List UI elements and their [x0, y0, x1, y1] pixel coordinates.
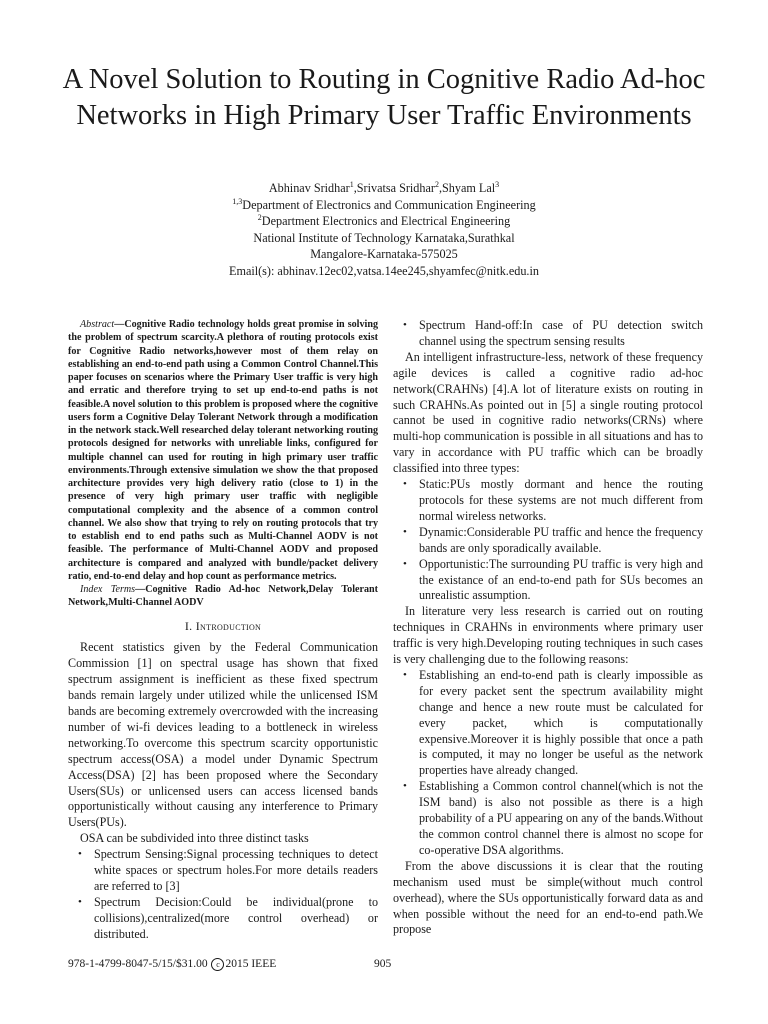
index-terms-text: —Cognitive Radio Ad-hoc Network,Delay Tolerant Network,Multi-Channel AODV	[68, 584, 378, 609]
author-1: Abhinav Sridhar	[268, 181, 350, 195]
abstract-text: —Cognitive Radio technology holds great promise in solving the problem of spectrum scarcity.A plethora of routing protocols exist for Cognitive Radio networks,however most of them relay on establishing an end-to-end path using a Common Control Channel.This paper focuses on scenarios where the Primary User traffic is very high and erratic and therefore trying to set up end-to-end paths is not feasible.A novel solution to this problem is proposed where the cognitive users form a Cognitive Delay Tolerant Network through a modification in the network stack.Well researched delay tolerant networking routing protocols designed for networks with unreliable links, configured for multiple channel can used for routing in high primary user traffic environments.Through extensive simulation we show the that proposed architecture provides very high delivery ratio (close to 1) in the presence of very high primary user traffic with negligible computational complexity and the absence of a common control channel. We also show that trying to rely on routing protocols that try to establish end to end paths such as Multi-Channel AODV is not feasible. The performance of Multi-Channel AODV and proposed architecture is compared and analyzed with bundle/packet delivery ratio, end-to-end delay and hop count as performance metrics.	[68, 319, 378, 582]
affiliation-2: $^2$Department Electronics and Electrical Engineering	[257, 213, 511, 229]
city: Mangalore-Karnataka-575025	[310, 247, 458, 262]
challenges-list	[393, 668, 703, 859]
author-names: Abhinav Sridhar$^1$,Srivatsa Sridhar$^2$,Shyam Lal$^3$	[268, 179, 500, 195]
bullet-icon: •	[403, 557, 407, 570]
list-item: • Establishing a Common control channel(which is not the ISM band) is also not possible as there is a high probability of a PU appearing on any of the bands.Without the common control channel there is almost no scope for co-operative DSA algorithms.	[403, 779, 703, 857]
bullet-icon: •	[78, 895, 82, 908]
bullet-icon: •	[403, 319, 407, 331]
list-item: • Static:PUs mostly dormant and hence the routing protocols for these systems are not much different from normal wireless networks.	[403, 477, 703, 523]
list-item: • Spectrum Decision:Could be individual(prone to collisions),centralized(more control overhead) or distributed.	[78, 894, 378, 941]
intro-paragraph-1: Recent statistics given by the Federal Communication Commission [1] on spectral usage has shown that fixed spectrum assignment is inefficient as these fixed spectrum bands remain largely under utilized while the unlicensed ISM bands are becoming extremely overcrowded with the increasing number of wi-fi devices leading to a bottleneck in wireless networking.To overcome this spectrum scarcity opportunistic spectrum access(OSA) a model under Dynamic Spectrum Access(DSA) [2] has been proposed where the Secondary Users(SUs) or unlicensed users can access licensed bands opportunistically without causing any interference to Primary Users(PUs).	[68, 640, 378, 830]
author-block	[60, 180, 708, 280]
bullet-icon: •	[403, 668, 407, 681]
emails: Email(s): abhinav.12ec02,vatsa.14ee245,shyamfec@nitk.edu.in	[229, 263, 539, 278]
pu-traffic-types-list	[393, 477, 703, 604]
osa-task-list-continued	[393, 318, 703, 350]
list-item: • Spectrum Sensing:Signal processing techniques to detect white spaces or spectrum holes.For more details readers are referred to [3]	[78, 847, 378, 893]
author-3: ,Shyam Lal	[438, 181, 496, 195]
page-number: 905	[374, 958, 392, 970]
bullet-icon: •	[403, 478, 407, 491]
right-paragraph-1: An intelligent infrastructure-less, network of these frequency agile devices is called a cognitive radio ad-hoc network(CRAHNs) [4].A lot of literature exists on routing in such CRAHNs.As pointed out in [5] a single routing protocol cannot be used in cognitive radio networks(CRNs) where multi-hop communication is possible in all situations and has to vary in accordance with PU traffic which can be broadly classified into three types:	[393, 349, 703, 476]
list-item: • Opportunistic:The surrounding PU traffic is very high and the existance of an end-to-end path for SUs becomes an unrealistic assumption.	[403, 556, 703, 603]
intro-paragraph-2: OSA can be subdivided into three distinct tasks	[80, 831, 309, 846]
abstract	[68, 318, 378, 583]
paper-title: A Novel Solution to Routing in Cognitive Radio Ad-hoc Networks in High Primary User Traffic Environments	[62, 64, 706, 131]
bullet-icon: •	[403, 780, 407, 793]
bullet-icon: •	[403, 525, 407, 538]
osa-task-list	[68, 847, 378, 942]
institute: National Institute of Technology Karnataka,Surathkal	[253, 230, 515, 245]
section-heading-introduction: I. Introduction	[184, 618, 262, 633]
footer-isbn: 978-1-4799-8047-5/15/$31.00 c 2015 IEEE	[68, 958, 277, 970]
right-paragraph-2: In literature very less research is carried out on routing techniques in CRAHNs in environments where primary user traffic is very high.Developing routing techniques in such cases is very challenging due to the following reasons:	[393, 604, 703, 667]
left-column	[68, 318, 378, 943]
index-terms	[68, 583, 378, 610]
list-item: • Establishing an end-to-end path is clearly impossible as for every packet sent the spectrum availability might change and hence a new route must be calculated for every packet, which is computationally expensive.Moreover it is highly possible that once a path is computed, it may no longer be useful as the network properties have already changed.	[403, 667, 703, 778]
right-paragraph-3: From the above discussions it is clear that the routing mechanism used must be simple(without much control overhead), where the SUs opportunistically forward data as and when possible without the need for an end-to-end path.We propose	[393, 858, 703, 937]
affiliation-1: $^{1,3}$Department of Electronics and Communication Engineering	[232, 196, 536, 212]
right-column	[393, 318, 703, 938]
list-item: • Dynamic:Considerable PU traffic and hence the frequency bands are only sporadically available.	[403, 524, 703, 555]
bullet-icon: •	[78, 848, 82, 861]
list-item: • Spectrum Hand-off:In case of PU detection switch channel using the spectrum sensing results	[403, 318, 703, 348]
copyright-icon: c	[211, 958, 224, 971]
author-2: ,Srivatsa Sridhar	[353, 181, 435, 195]
index-terms-label: Index Terms	[80, 584, 136, 595]
abstract-label: Abstract	[80, 319, 115, 330]
